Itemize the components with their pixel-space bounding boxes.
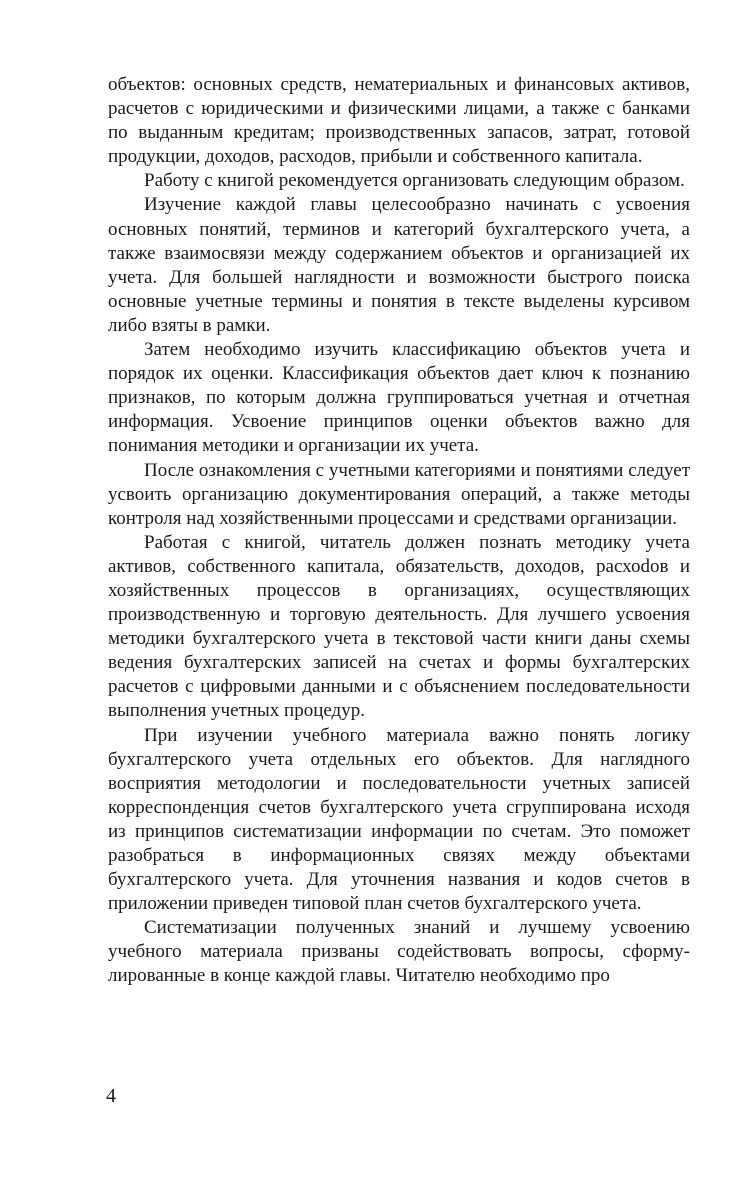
paragraph: Затем необходимо изучить классификацию объектов учета и порядок их оценки. Классификация объектов дает ключ к познанию признаков, по которым должна группироваться учетная и отчетная информация. Усвоение принципов оценки объектов важно для понимания методики и организации их учета. [108,339,690,457]
paragraph: Работая с книгой, читатель должен познать методику учета активов, собственного капитала, обязательств, доходов, расхоdов и хозяйственных процессов в организациях, осуществляющих производственную и торговую деятельность. Для лучшего усвоения методики бухгалтерского учета в текстовой части книги даны схемы ведения бухгалтерских записей на счетах и формы бухгалтерских расчетов с цифровыми данными и с объяснением последовательности выполнения учетных процедур. [108,531,690,722]
page-number: 4 [106,1085,116,1107]
paragraph-continuation: объектов: основных средств, нематериальных и финансовых активов, расчетов с юридическими и физическими лицами, а также с банками по выданным кредитам; производственных запасов, затрат, готовой продукции, доходов, расходов, прибыли и собственного капитала. [108,74,690,168]
paragraph: При изучении учебного материала важно понять логику бухгалтерского учета отдельных его объектов. Для наглядного восприятия методологии и последовательности учетных записей корреспонденция счетов бухгалтерского учета сгруппирована исходя из принципов систематизации информации по счетам. Это поможет разобраться в информационных связях между объектами бухгалтерского учета. Для уточнения названия и кодов счетов в приложении приведен типовой план счетов бухгалтерского учета. [108,724,690,915]
paragraph: Работу с книгой рекомендуется организовать следующим образом. [144,170,685,192]
paragraph: Систематизации полученных знаний и лучшему усвоению учебного материала призваны содействовать вопросы, сформулированные в конце каждой главы. Читателю необходимо про [108,917,690,987]
paragraph: Изучение каждой главы целесообразно начинать с усвоения основных понятий, терминов и категорий бухгалтерского учета, а также взаимосвязи между содержанием объектов и организацией их учета. Для большей наглядности и возможности быстрого поиска основные учетные термины и понятия в тексте выделены курсивом либо взяты в рамки. [108,194,690,336]
body-text [108,73,690,989]
paragraph: После ознакомления с учетными категориями и понятиями следует усвоить организацию документирования операций, а также методы контроля над хозяйственными процессами и средствами организации. [108,459,690,529]
